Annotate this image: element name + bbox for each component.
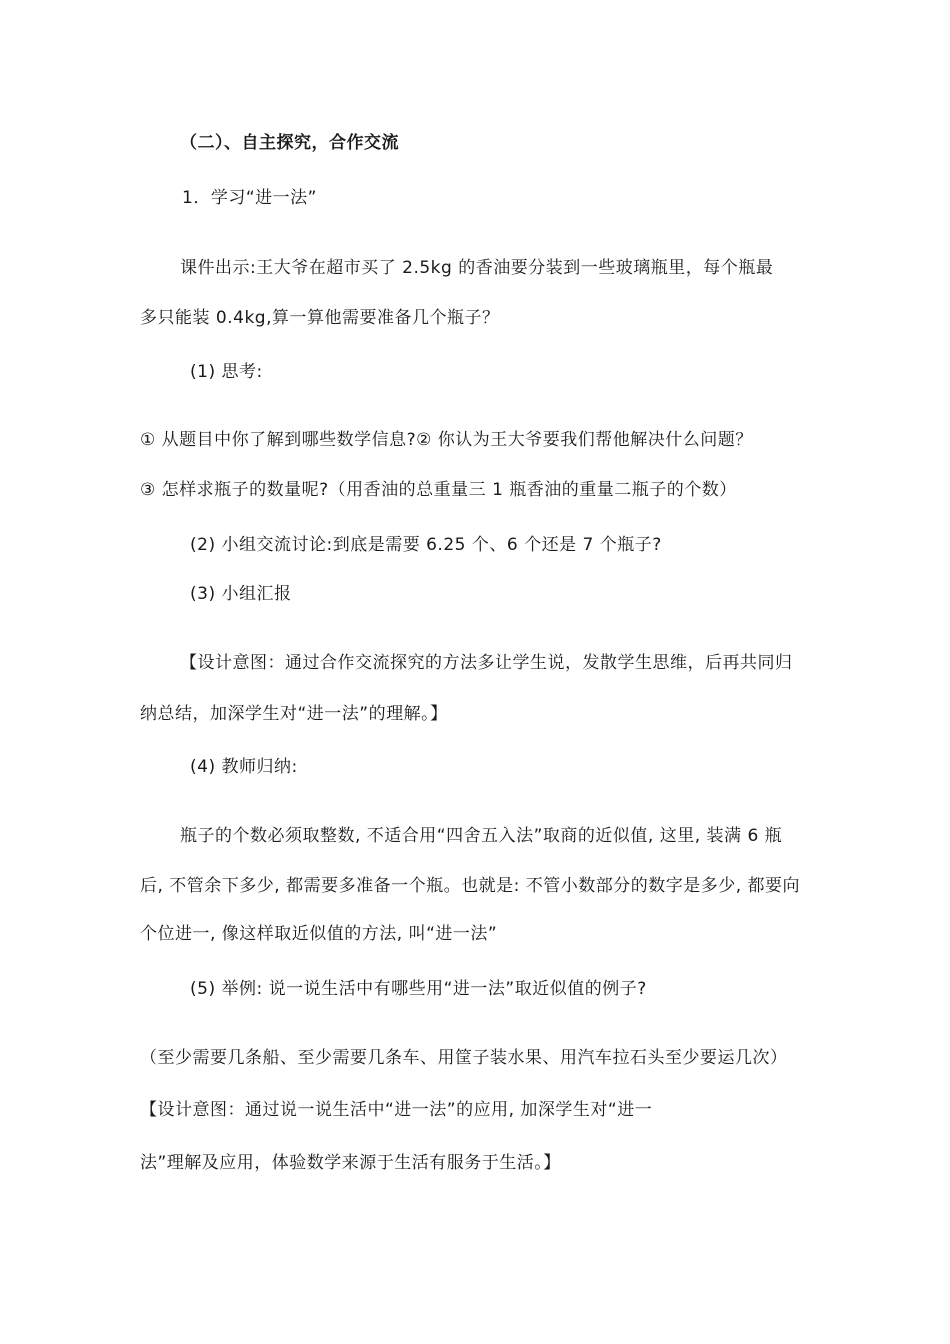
question-line-1: ① 从题目中你了解到哪些数学信息?② 你认为王大爷要我们帮他解决什么问题？ — [140, 430, 753, 450]
step-2: (2) 小组交流讨论:到底是需要 6.25 个、6 个还是 7 个瓶子? — [190, 535, 662, 555]
examples-line: （至少需要几条船、至少需要几条车、用筐子装水果、用汽车拉石头至少要运几次） — [140, 1048, 788, 1068]
step-1-label: (1) 思考: — [190, 362, 263, 382]
design-intent-2-line-1: 【设计意图：通过说一说生活中“进一法”的应用, 加深学生对“进一 — [140, 1100, 653, 1120]
problem-line-1: 课件出示:王大爷在超市买了 2.5kg 的香油要分装到一些玻璃瓶里，每个瓶最 — [180, 258, 774, 278]
design-intent-2-line-2: 法”理解及应用，体验数学来源于生活有服务于生活。】 — [140, 1153, 561, 1173]
section-heading: （二）、自主探究，合作交流 — [180, 133, 399, 153]
question-line-2: ③ 怎样求瓶子的数量呢?（用香油的总重量三 1 瓶香油的重量二瓶子的个数） — [140, 480, 737, 500]
summary-line-3: 个位进一, 像这样取近似值的方法, 叫“进一法” — [140, 924, 498, 944]
summary-line-1: 瓶子的个数必须取整数, 不适合用“四舍五入法”取商的近似值, 这里, 装满 6 瓶 — [180, 826, 783, 846]
step-4-label: (4) 教师归纳: — [190, 757, 298, 777]
subheading: 1．学习“进一法” — [182, 188, 317, 208]
summary-line-2: 后, 不管余下多少, 都需要多准备一个瓶。也就是: 不管小数部分的数字是多少, 都要向 — [140, 876, 801, 896]
step-3: (3) 小组汇报 — [190, 584, 292, 604]
design-intent-1-line-1: 【设计意图：通过合作交流探究的方法多让学生说，发散学生思维，后再共同归 — [180, 653, 793, 673]
design-intent-1-line-2: 纳总结，加深学生对“进一法”的理解。】 — [140, 704, 448, 724]
step-5-label: (5) 举例: 说一说生活中有哪些用“进一法”取近似值的例子? — [190, 979, 647, 999]
problem-line-2: 多只能装 0.4kg,算一算他需要准备几个瓶子？ — [140, 308, 500, 328]
